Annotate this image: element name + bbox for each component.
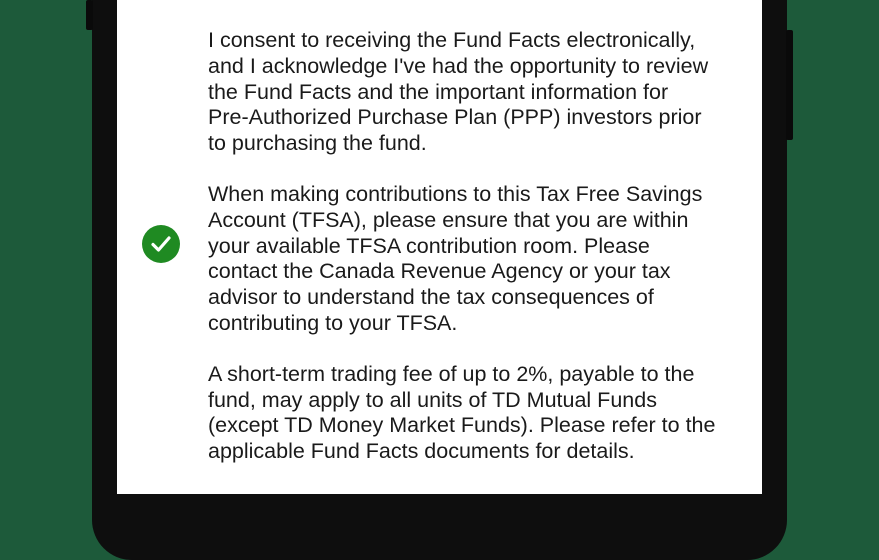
consent-paragraph-fund-facts — [208, 28, 748, 157]
text-line: A short-term trading fee of up to 2%, payable to the — [208, 361, 695, 386]
consent-paragraph-trading-fee — [208, 362, 748, 465]
text-line: applicable Fund Facts documents for details. — [208, 439, 635, 464]
text-line: and I acknowledge I've had the opportunity to review — [208, 53, 709, 78]
phone-side-button — [786, 30, 793, 140]
text-line: the Fund Facts and the important information for — [208, 79, 669, 104]
phone-side-button — [86, 0, 93, 30]
consent-text — [208, 28, 748, 490]
text-line: I consent to receiving the Fund Facts electronically, — [208, 28, 696, 52]
text-line: (except TD Money Market Funds). Please refer to the — [208, 413, 716, 438]
consent-checkbox[interactable] — [142, 225, 180, 263]
text-line: contributing to your TFSA. — [208, 310, 458, 335]
checkmark-icon — [151, 235, 171, 253]
text-line: Account (TFSA), please ensure that you are within — [208, 207, 689, 232]
text-line: Pre-Authorized Purchase Plan (PPP) investors prior — [208, 105, 702, 130]
text-line: to purchasing the fund. — [208, 131, 427, 156]
consent-paragraph-tfsa — [208, 182, 748, 337]
text-line: advisor to understand the tax consequences of — [208, 285, 654, 310]
text-line: your available TFSA contribution room. Please — [208, 233, 650, 258]
text-line: contact the Canada Revenue Agency or your tax — [208, 259, 671, 284]
text-line: fund, may apply to all units of TD Mutual Funds — [208, 387, 657, 412]
text-line: When making contributions to this Tax Free Savings — [208, 181, 703, 206]
